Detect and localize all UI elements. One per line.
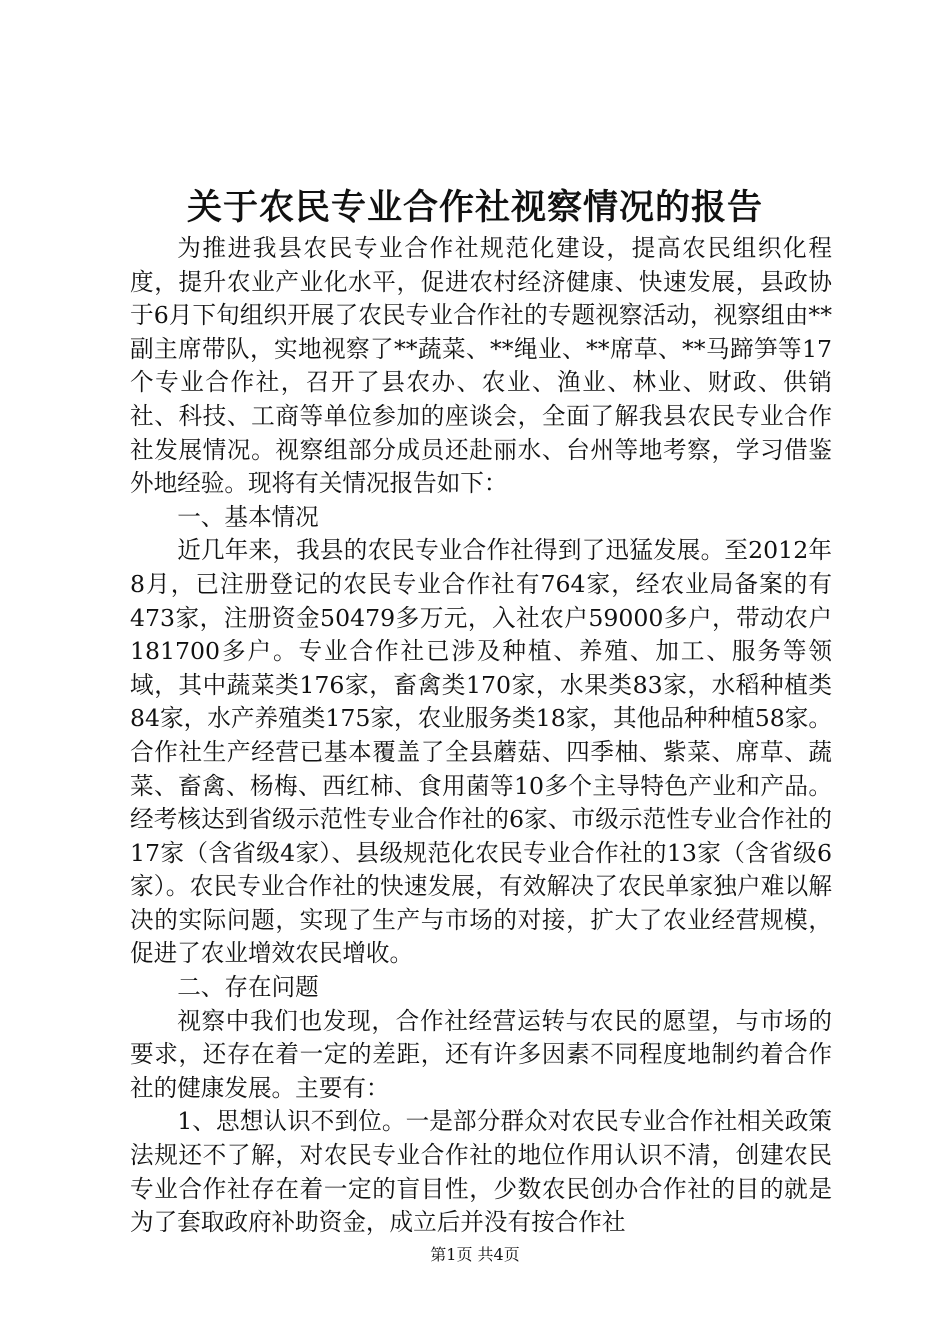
section-heading-problems: 二、存在问题 [177, 973, 319, 1002]
section-heading-basic-situation: 一、基本情况 [177, 502, 319, 531]
paragraph-intro: 为推进我县农民专业合作社规范化建设，提高农民组织化程度，提升农业产业化水平，促进农村经济健康、快速发展，县政协于6月下旬组织开展了农民专业合作社的专题视察活动，视察组由**副主席带队，实地视察了**蔬菜、**绳业、**席草、**马蹄笋等17个专业合作社，召开了县农办、农业、渔业、林业、财政、供销社、科技、工商等单位参加的座谈会，全面了解我县农民专业合作社发展情况。视察组部分成员还赴丽水、台州等地考察，学习借鉴外地经验。现将有关情况报告如下： [130, 234, 832, 498]
paragraph-problems-intro: 视察中我们也发现，合作社经营运转与农民的愿望，与市场的要求，还存在着一定的差距，还有许多因素不同程度地制约着合作社的健康发展。主要有： [130, 1006, 832, 1102]
paragraph-problem-1: 1、思想认识不到位。一是部分群众对农民专业合作社相关政策法规还不了解，对农民专业合作社的地位作用认识不清，创建农民专业合作社存在着一定的盲目性，少数农民创办合作社的目的就是为了套取政府补助资金，成立后并没有按合作社 [130, 1107, 832, 1237]
page-footer: 第1页 共4页 [430, 1245, 520, 1264]
document-body [130, 232, 832, 1240]
document-title: 关于农民专业合作社视察情况的报告 [186, 187, 763, 228]
paragraph-basic-situation: 近几年来，我县的农民专业合作社得到了迅猛发展。至2012年8月，已注册登记的农民专业合作社有764家，经农业局备案的有473家，注册资金50479多万元，入社农户59000多户，带动农户181700多户。专业合作社已涉及种植、养殖、加工、服务等领域，其中蔬菜类176家，畜禽类170家，水果类83家，水稻种植类84家，水产养殖类175家，农业服务类18家，其他品种种植58家。合作社生产经营已基本覆盖了全县蘑菇、四季柚、紫菜、席草、蔬菜、畜禽、杨梅、西红柿、食用菌等10多个主导特色产业和产品。经考核达到省级示范性专业合作社的6家、市级示范性专业合作社的17家（含省级4家）、县级规范化农民专业合作社的13家（含省级6家）。农民专业合作社的快速发展，有效解决了农民单家独户难以解决的实际问题，实现了生产与市场的对接，扩大了农业经营规模，促进了农业增效农民增收。 [130, 536, 832, 968]
